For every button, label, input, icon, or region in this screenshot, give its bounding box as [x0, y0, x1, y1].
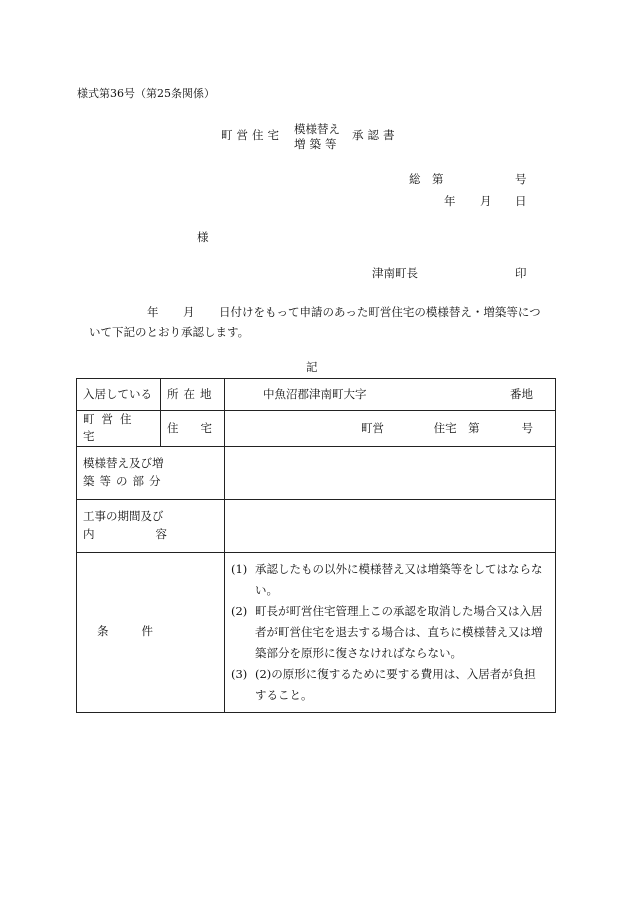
alteration-value[interactable] [225, 446, 556, 499]
addressee-suffix: 様 [197, 230, 209, 244]
alteration-label: 模様替え及び増 築等の部分 [77, 446, 225, 499]
body-month: 月 [183, 305, 195, 319]
document-number-prefix: 総 第 [409, 172, 444, 186]
housing-label-1: 住 [167, 420, 179, 435]
location-value [225, 379, 556, 411]
body-text-line2: いて下記のとおり承認します。 [89, 325, 250, 339]
condition-item: (2) 町長が町営住宅管理上この承認を取消した場合又は入居者が町営住宅を退去する場合は、直ちに模様替え又は増築部分を原形に復さなければならない。 [231, 603, 543, 660]
condition-item: (1) 承認したもの以外に模様替え又は増築等をしてはならない。 [231, 561, 543, 597]
period-label: 工事の期間及び 内 容 [77, 499, 225, 552]
title-stack-bottom: 増築等 [294, 137, 341, 151]
period-value[interactable] [225, 499, 556, 552]
ki-heading: 記 [306, 360, 318, 374]
table-row [77, 552, 556, 712]
body-year: 年 [147, 305, 159, 319]
location-label: 所在地 [161, 379, 225, 411]
date-day: 日 [515, 194, 527, 208]
title-stack-top: 模様替え [294, 122, 340, 136]
housing-label-2: 宅 [200, 420, 212, 435]
table-row [77, 446, 556, 499]
housing-label [161, 411, 225, 447]
housing-value [225, 411, 556, 447]
date-year: 年 [444, 194, 456, 208]
residence-label: 入居している [77, 379, 161, 411]
issuer-title: 津南町長 [372, 266, 418, 280]
body-text-line1: 日付けをもって申請のあった町営住宅の模様替え・増築等につ [219, 305, 541, 319]
approval-table [76, 378, 556, 713]
town-housing-label: 町営住宅 [77, 411, 161, 447]
housing-number-suffix: 号 [521, 420, 533, 435]
table-row [77, 411, 556, 447]
title-part-approval: 承認書 [352, 128, 399, 142]
document-number-suffix: 号 [515, 172, 527, 186]
form-number: 様式第36号（第25条関係） [77, 87, 215, 100]
housing-mid: 住宅 第 [433, 420, 480, 435]
location-prefix: 中魚沼郡津南町大字 [263, 386, 367, 401]
date-month: 月 [480, 194, 492, 208]
seal-mark: 印 [515, 266, 527, 280]
table-row [77, 379, 556, 411]
condition-item: (3) (2)の原形に復するために要する費用は、入居者が負担すること。 [231, 666, 536, 702]
table-row [77, 499, 556, 552]
housing-town: 町営 [361, 420, 384, 435]
conditions-list [225, 552, 556, 712]
title-part-town-housing: 町営住宅 [221, 128, 283, 142]
location-suffix: 番地 [510, 386, 533, 401]
conditions-label: 条 件 [77, 552, 225, 712]
title-stack [294, 122, 341, 152]
